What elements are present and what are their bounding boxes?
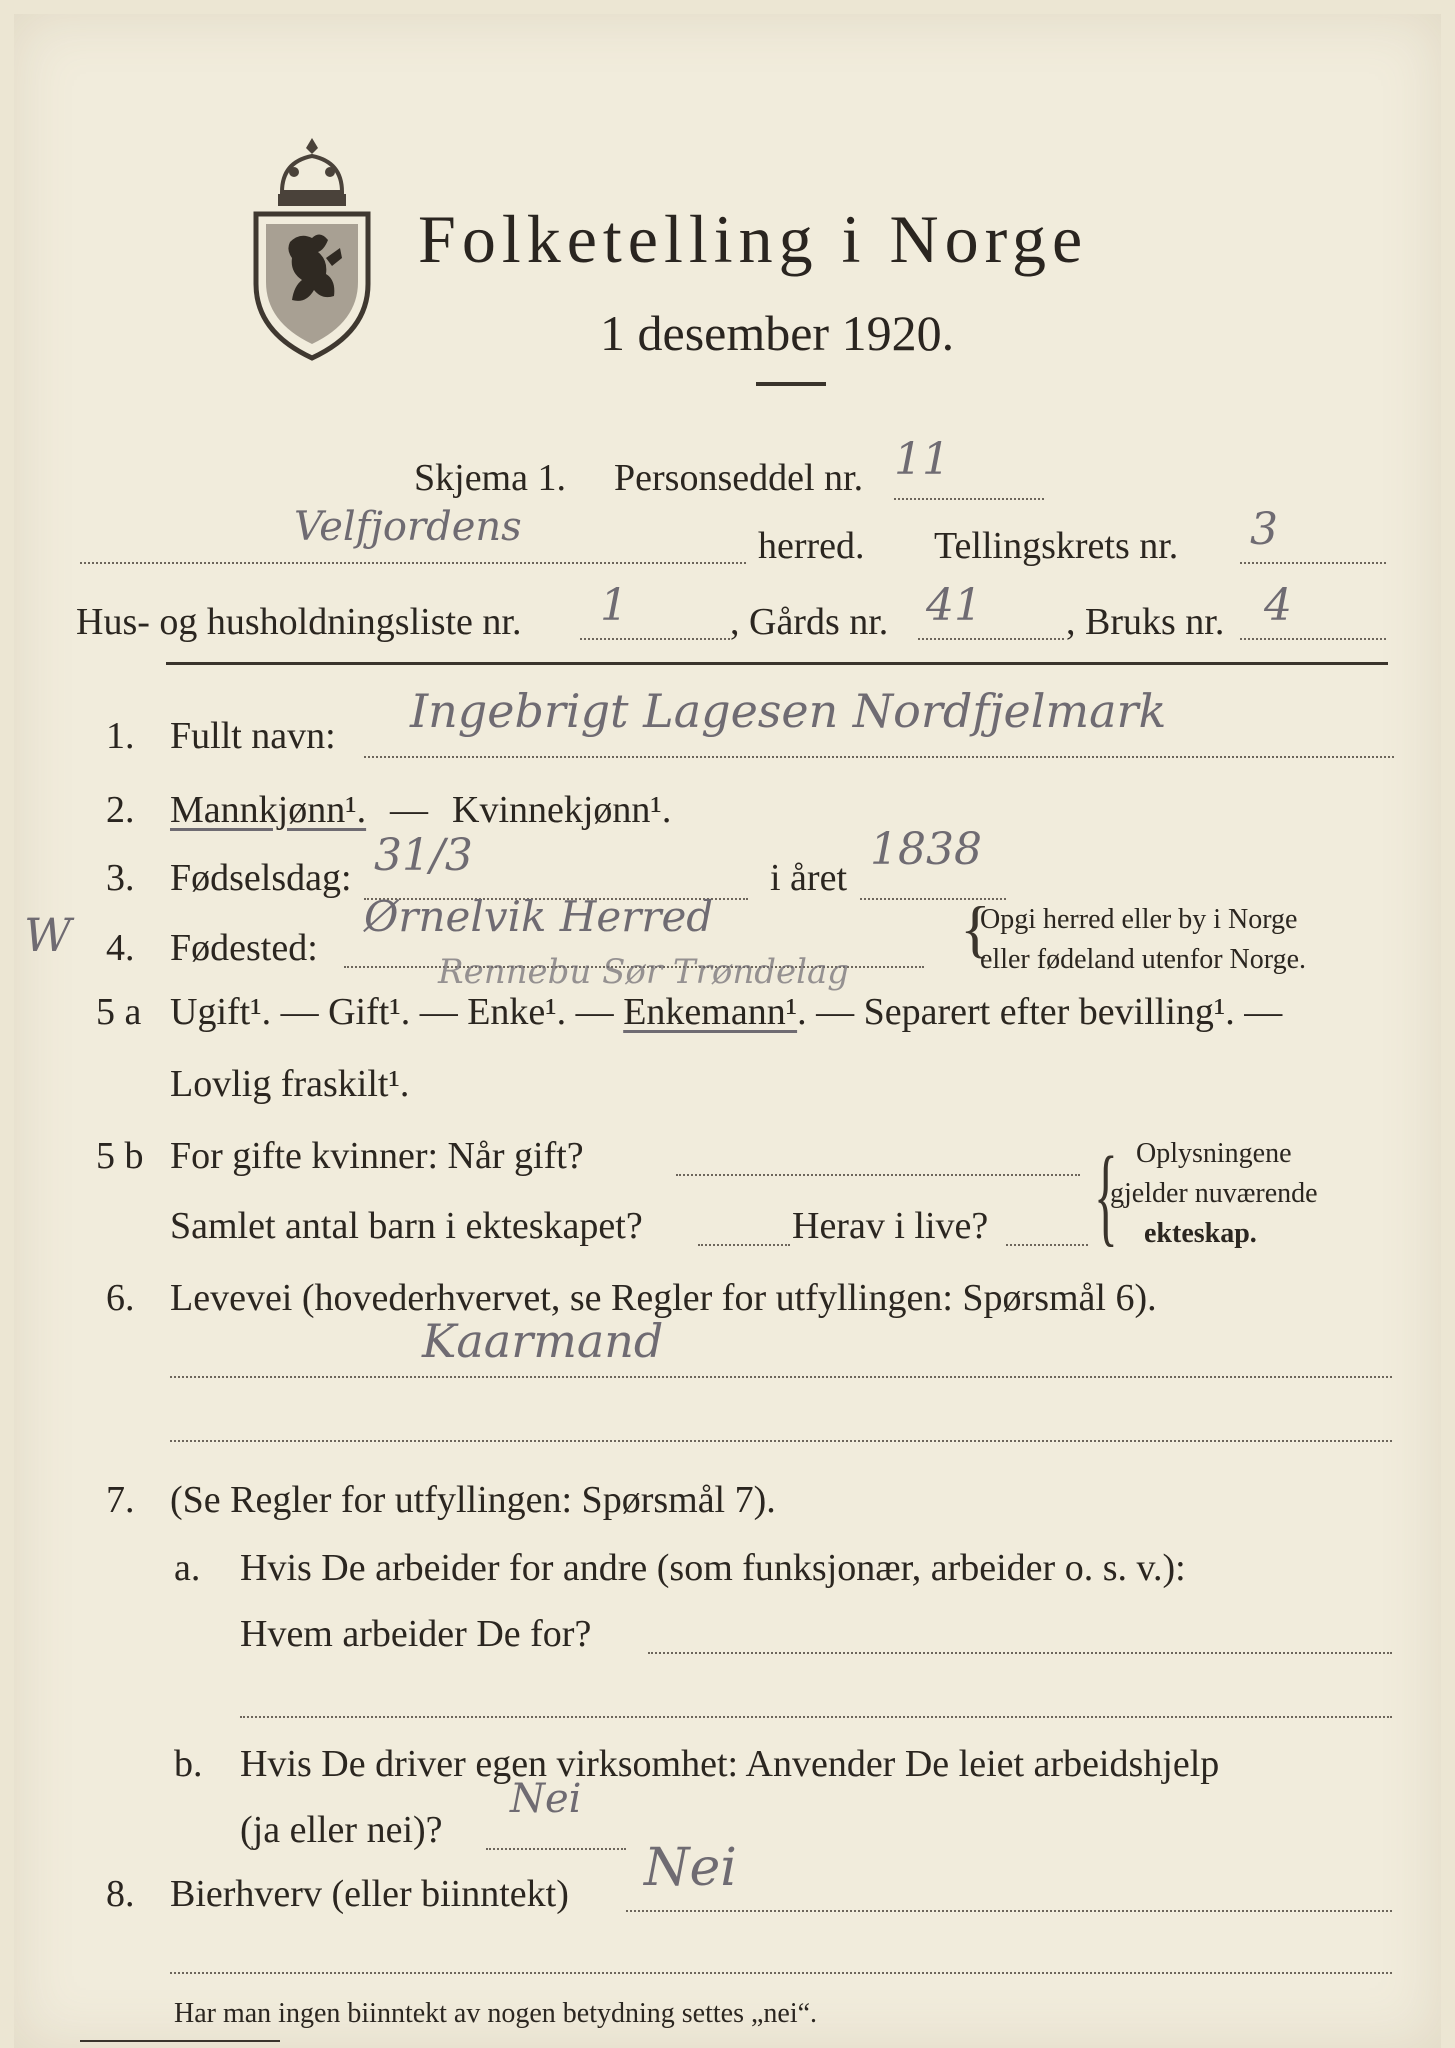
alive-field-line [1006,1244,1088,1246]
hired-help-field-line [486,1848,626,1850]
tellingskrets-value[interactable]: 3 [1250,504,1278,555]
bruks-value[interactable]: 4 [1264,580,1292,631]
q8-label: Bierhverv (eller biinntekt) [170,1873,569,1915]
q5b-children-label: Samlet antal barn i ekteskapet? [170,1205,643,1247]
gards-value[interactable]: 41 [926,580,982,631]
q5b-alive-label: Herav i live? [792,1205,989,1247]
q4-number: 4. [106,927,135,969]
full-name-field-line [364,756,1394,758]
birthplace-value[interactable]: Ørnelvik Herred [364,892,714,941]
q5b-note-line2: gjelder nuværende [1110,1178,1318,1209]
employer-field-line-1 [648,1652,1392,1654]
birthplace-value-second[interactable]: Rennebu Sør Trøndelag [438,952,850,992]
marital-options-start[interactable]: Ugift¹. — Gift¹. — Enke¹. — [170,991,614,1033]
q4-note-line1: Opgi herred eller by i Norge [980,904,1298,935]
q8-number: 8. [106,1873,135,1915]
male-option[interactable]: Mannkjønn¹. [170,789,367,831]
q7-number: 7. [106,1479,135,1521]
widower-option[interactable]: Enkemann¹ [623,991,798,1033]
q1-label: Fullt navn: [170,715,336,757]
bruks-label: , Bruks nr. [1066,601,1225,643]
q2-number: 2. [106,789,135,831]
personseddel-value[interactable]: 11 [894,434,950,485]
children-field-line [698,1244,790,1246]
employer-field-line-2 [240,1716,1392,1718]
side-income-field-line-2 [170,1972,1392,1974]
marital-options-rest[interactable]: . — Separert efter bevilling¹. — [797,991,1283,1033]
q3-label: Fødselsdag: [170,857,352,899]
hired-help-value[interactable]: Nei [510,1776,582,1822]
title-divider [756,382,826,386]
q6-label: Levevei (hovederhvervet, se Regler for utfyllingen: Spørsmål 6). [170,1277,1157,1319]
q7a-line1: Hvis De arbeider for andre (som funksjonær, arbeider o. s. v.): [240,1547,1186,1589]
schema-label: Skjema 1. [414,457,566,499]
q5b-note-line3: ekteskap. [1144,1218,1257,1249]
q4-note-line2: eller fødeland utenfor Norge. [980,944,1307,975]
q2-separator: — [390,789,428,831]
footnote-rule [80,2040,280,2042]
side-income-value[interactable]: Nei [644,1838,737,1898]
footer-note: Har man ingen biinntekt av nogen betydning settes „nei“. [174,1998,818,2029]
herred-label: herred. [758,525,865,567]
occupation-field-line-2 [170,1440,1392,1442]
hus-label: Hus- og husholdningsliste nr. [76,601,522,643]
tellingskrets-field-line [1240,562,1386,564]
bruks-field-line [1240,638,1386,640]
q5b-note-brace: { [1094,1134,1118,1256]
q7b-letter: b. [174,1743,203,1785]
q5b-line1: For gifte kvinner: Når gift? [170,1135,584,1177]
married-when-field-line [676,1174,1080,1176]
q5b-note-line1: Oplysningene [1136,1138,1292,1169]
gards-label: , Gårds nr. [730,601,889,643]
divorced-option[interactable]: Lovlig fraskilt¹. [170,1063,410,1105]
tellingskrets-label: Tellingskrets nr. [934,525,1179,567]
personseddel-field-line [894,498,1044,500]
q1-number: 1. [106,715,135,757]
q5a-number: 5 a [96,991,142,1033]
female-option[interactable]: Kvinnekjønn¹. [452,789,672,831]
q6-number: 6. [106,1277,135,1319]
personseddel-label: Personseddel nr. [614,457,864,499]
hus-value[interactable]: 1 [600,580,628,631]
form-title: Folketelling i Norge [418,201,1089,277]
q4-note-brace: { [960,893,991,964]
q7b-line1: Hvis De driver egen virksomhet: Anvender De leiet arbeidshjelp [240,1743,1220,1785]
side-income-field-line-1 [626,1910,1392,1912]
census-form [14,14,1441,2048]
q3-number: 3. [106,857,135,899]
q7a-letter: a. [174,1547,201,1589]
q7-label: (Se Regler for utfyllingen: Spørsmål 7). [170,1479,776,1521]
q5b-number: 5 b [96,1135,144,1177]
norwegian-coat-of-arms-icon [242,132,382,364]
birth-year-label: i året [770,857,848,899]
full-name-value[interactable]: Ingebrigt Lagesen Nordfjelmark [410,684,1167,738]
q7a-line2: Hvem arbeider De for? [240,1613,592,1655]
occupation-value[interactable]: Kaarmand [422,1314,664,1368]
margin-mark: W [24,908,72,962]
marital-options[interactable] [170,990,1282,1034]
herred-field-line [80,562,746,564]
occupation-field-line-1 [170,1376,1392,1378]
q4-label: Fødested: [170,927,318,969]
census-date: 1 desember 1920. [600,305,955,361]
hus-field-line [580,638,730,640]
herred-value[interactable]: Velfjordens [294,504,522,550]
birthdate-value[interactable]: 31/3 [374,830,473,881]
birth-year-value[interactable]: 1838 [870,824,982,875]
header-divider [166,662,1388,665]
gards-field-line [918,638,1064,640]
q7b-line2: (ja eller nei)? [240,1809,443,1851]
